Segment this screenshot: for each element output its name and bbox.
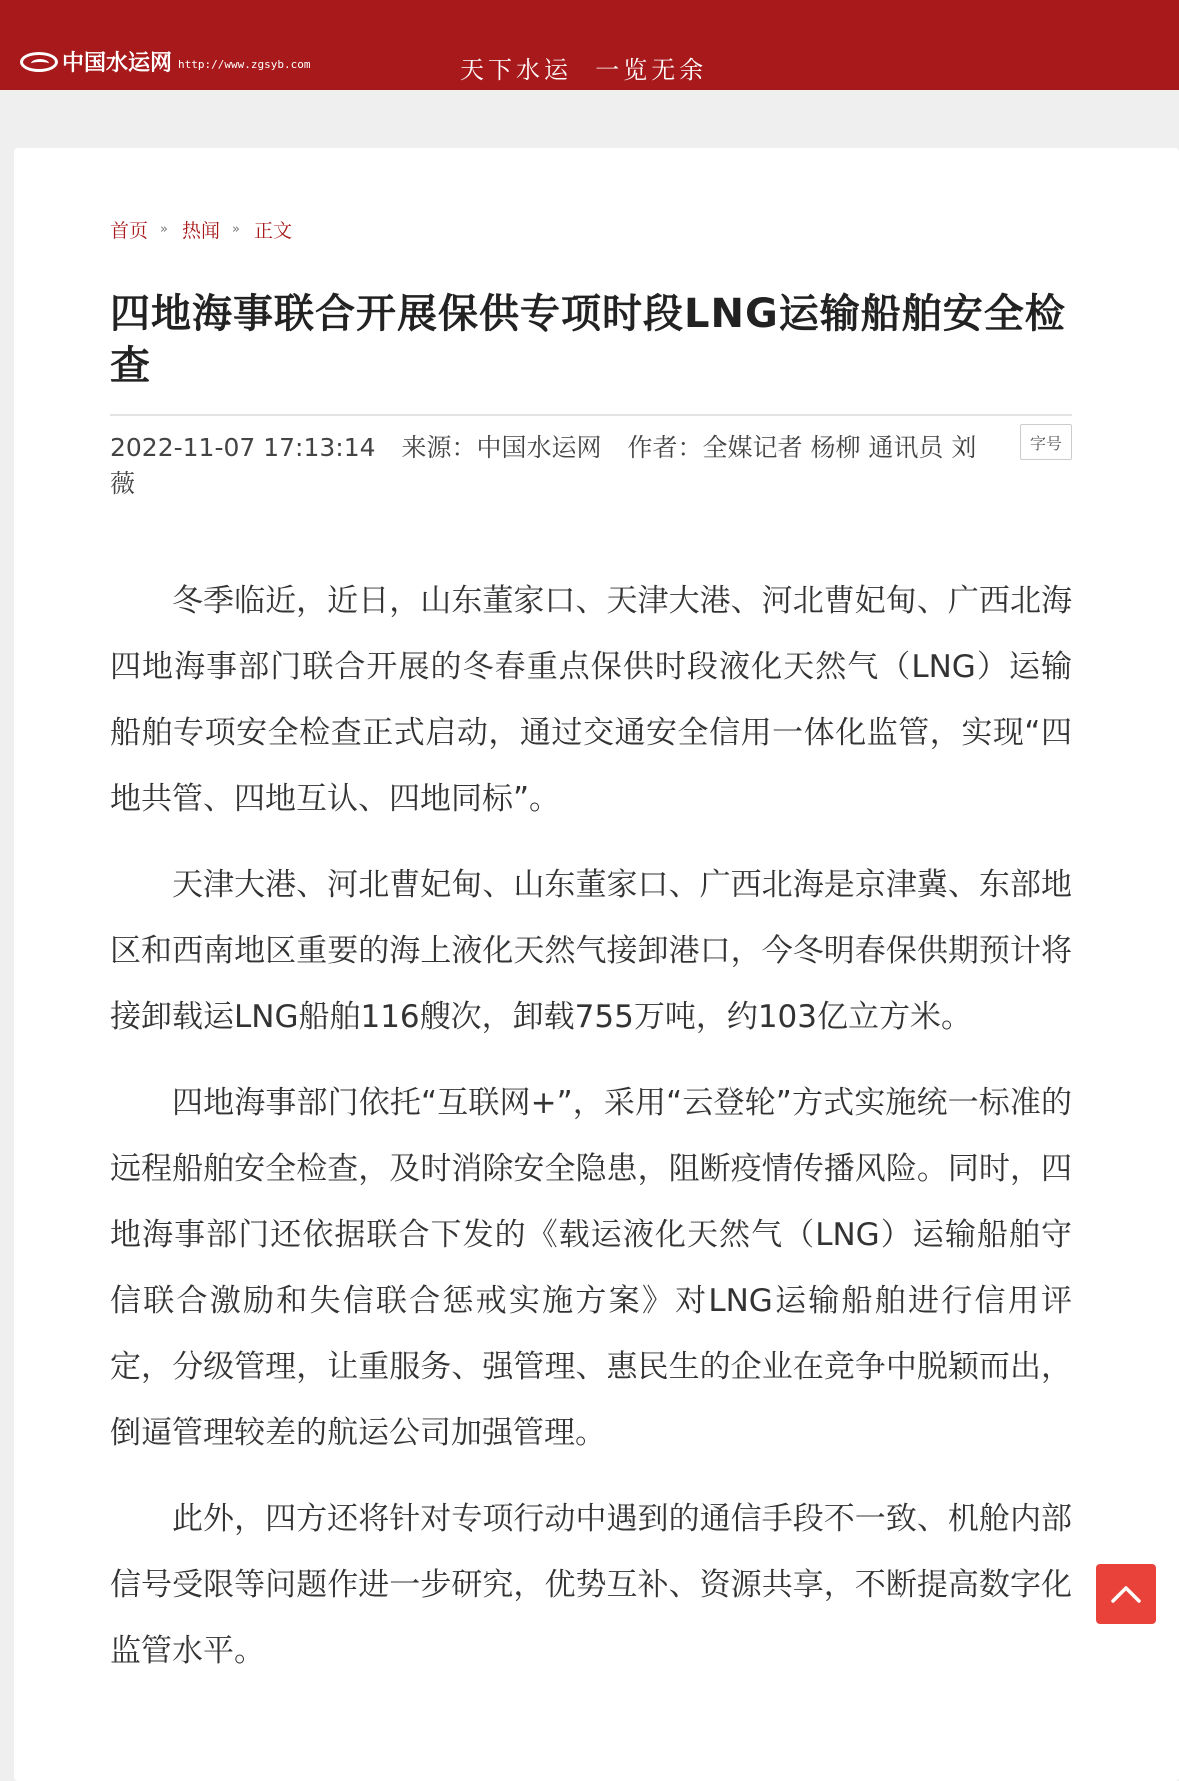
article-paragraph: 四地海事部门依托“互联网+”，采用“云登轮”方式实施统一标准的远程船舶安全检查，及时消除安全隐患，阻断疫情传播风险。同时，四地海事部门还依据联合下发的《载运液化天然气（LNG）运输船舶守信联合激励和失信联合惩戒实施方案》对LNG运输船舶进行信用评定，分级管理，让重服务、强管理、惠民生的企业在竞争中脱颖而出，倒逼管理较差的航运公司加强管理。 xyxy=(110,1085,1072,1451)
article-source: 来源：中国水运网 xyxy=(401,433,602,462)
article-card xyxy=(14,148,1179,1781)
article-paragraph: 天津大港、河北曹妃甸、山东董家口、广西北海是京津冀、东部地区和西南地区重要的海上液化天然气接卸港口，今冬明春保供期预计将接卸载运LNG船舶116艘次，卸载755万吨，约103亿立方米。 xyxy=(110,867,1072,1035)
breadcrumb-section[interactable]: 热闻 xyxy=(181,220,220,242)
font-size-button[interactable]: 字号 xyxy=(1020,424,1072,460)
article-datetime: 2022-11-07 17:13:14 xyxy=(110,433,376,462)
logo-emblem-icon xyxy=(20,52,58,72)
back-to-top-button[interactable] xyxy=(1096,1564,1156,1624)
breadcrumb xyxy=(110,216,292,243)
article-title: 四地海事联合开展保供专项时段LNG运输船舶安全检查 xyxy=(110,291,1066,389)
breadcrumb-home[interactable]: 首页 xyxy=(110,220,149,242)
title-divider xyxy=(110,414,1072,416)
logo-url: http://www.zgsyb.com xyxy=(178,58,311,71)
site-header xyxy=(0,0,1179,90)
article-paragraph: 冬季临近，近日，山东董家口、天津大港、河北曹妃甸、广西北海四地海事部门联合开展的冬春重点保供时段液化天然气（LNG）运输船舶专项安全检查正式启动，通过交通安全信用一体化监管，实现“四地共管、四地互认、四地同标”。 xyxy=(110,583,1072,817)
article-body xyxy=(110,568,1072,1704)
article-author: 作者：全媒记者 杨柳 通讯员 刘薇 xyxy=(110,433,977,498)
chevron-up-icon xyxy=(1110,1584,1142,1604)
article-meta xyxy=(110,430,990,502)
site-slogan: 天下水运 一览无余 xyxy=(460,56,708,84)
breadcrumb-current[interactable]: 正文 xyxy=(253,220,292,242)
logo-text: 中国水运网 xyxy=(62,50,173,76)
breadcrumb-separator-icon: » xyxy=(160,222,168,237)
site-logo[interactable] xyxy=(20,46,310,77)
breadcrumb-separator-icon: » xyxy=(232,222,240,237)
article-paragraph: 此外，四方还将针对专项行动中遇到的通信手段不一致、机舱内部信号受限等问题作进一步研究，优势互补、资源共享，不断提高数字化监管水平。 xyxy=(110,1501,1072,1669)
